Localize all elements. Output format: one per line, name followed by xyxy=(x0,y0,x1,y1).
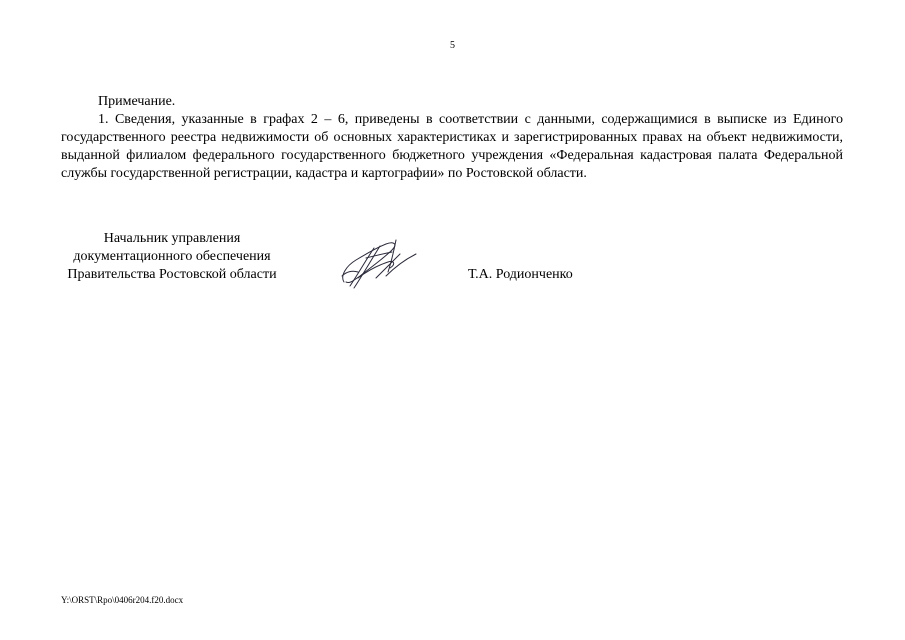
file-path: Y:\ORST\Rpo\0406r204.f20.docx xyxy=(61,595,184,605)
handwritten-signature xyxy=(336,232,420,292)
signer-title-line: документационного обеспечения xyxy=(73,249,271,264)
signer-title-line: Начальник управления xyxy=(103,231,241,246)
signer-title-line: Правительства Ростовской области xyxy=(67,267,277,282)
signer-title xyxy=(40,230,304,284)
note-body: 1. Сведения, указанные в графах 2 – 6, приведены в соответствии с данными, содержащимися в выписке из Единого государственного реестра недвижимости об основных характеристиках и зарегистрированных правах на объект недвижимости, выданной филиалом федерального государственного бюджетного учреждения «Федеральная кадастровая палата Федеральной службы государственной регистрации, кадастра и картографии» по Ростовской области. xyxy=(61,112,843,181)
signer-name: Т.А. Родионченко xyxy=(468,267,573,282)
page-number: 5 xyxy=(450,40,455,51)
note-heading: Примечание. xyxy=(98,94,176,109)
